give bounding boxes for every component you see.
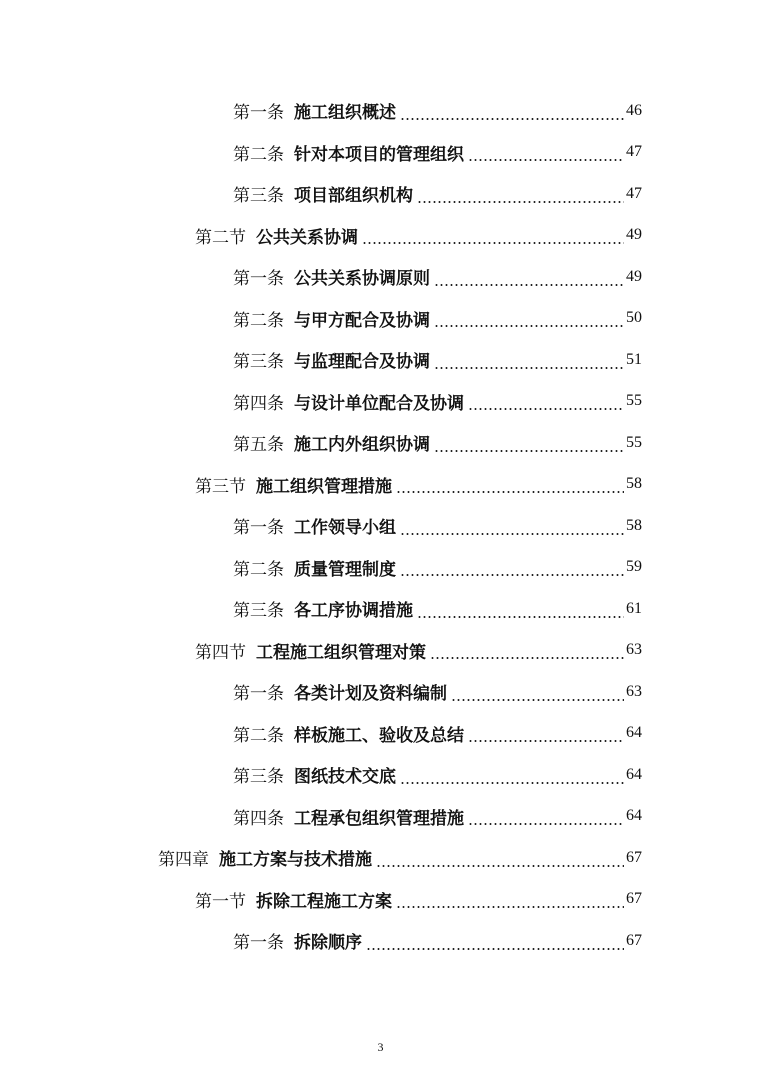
toc-entry[interactable] — [0, 464, 761, 506]
toc-entry-label — [195, 887, 392, 912]
toc-entry-page-number: 58 — [626, 475, 642, 493]
toc-dot-leader — [376, 865, 624, 867]
toc-entry-page-number: 67 — [626, 890, 642, 908]
toc-dot-leader — [366, 948, 624, 950]
toc-entry-number: 第一节 — [195, 891, 246, 912]
toc-entry-title: 针对本项目的管理组织 — [294, 144, 464, 165]
toc-entry-page-number: 50 — [626, 309, 642, 327]
toc-entry-label — [233, 762, 396, 787]
toc-dot-leader — [434, 367, 624, 369]
toc-entry-label — [233, 804, 464, 829]
toc-entry-number: 第一条 — [233, 103, 284, 124]
toc-entry-label — [158, 845, 372, 870]
toc-entry-number: 第二节 — [195, 227, 246, 248]
toc-entry-number: 第二条 — [233, 144, 284, 165]
toc-entry[interactable] — [0, 381, 761, 423]
toc-entry-number: 第三条 — [233, 767, 284, 788]
toc-dot-leader — [434, 284, 624, 286]
toc-entry[interactable] — [0, 215, 761, 257]
toc-entry[interactable] — [0, 837, 761, 879]
toc-dot-leader — [434, 325, 624, 327]
toc-entry-title: 项目部组织机构 — [294, 186, 413, 207]
toc-entry[interactable] — [0, 630, 761, 672]
toc-entry-title: 施工组织管理措施 — [256, 476, 392, 497]
toc-entry-page-number: 55 — [626, 433, 642, 451]
toc-entry[interactable] — [0, 547, 761, 589]
toc-entry-page-number: 55 — [626, 392, 642, 410]
toc-entry[interactable] — [0, 173, 761, 215]
toc-entry-label — [233, 306, 430, 331]
toc-entry-title: 施工组织概述 — [294, 103, 396, 124]
toc-entry[interactable] — [0, 713, 761, 755]
toc-entry-title: 与甲方配合及协调 — [294, 310, 430, 331]
toc-entry-page-number: 58 — [626, 516, 642, 534]
toc-entry[interactable] — [0, 298, 761, 340]
toc-entry-title: 拆除工程施工方案 — [256, 891, 392, 912]
toc-dot-leader — [362, 242, 624, 244]
toc-entry-label — [233, 928, 362, 953]
toc-dot-leader — [468, 408, 624, 410]
toc-entry-label — [233, 264, 430, 289]
toc-entry-title: 与设计单位配合及协调 — [294, 393, 464, 414]
toc-entry-title: 公共关系协调 — [256, 227, 358, 248]
toc-dot-leader — [451, 699, 624, 701]
toc-entry-page-number: 49 — [626, 267, 642, 285]
toc-entry-label — [233, 513, 396, 538]
toc-entry-number: 第三节 — [195, 476, 246, 497]
toc-entry-title: 质量管理制度 — [294, 559, 396, 580]
toc-entry-label — [195, 223, 358, 248]
toc-dot-leader — [468, 159, 624, 161]
toc-entry-number: 第三条 — [233, 352, 284, 373]
toc-entry[interactable] — [0, 920, 761, 962]
toc-entry-title: 工作领导小组 — [294, 518, 396, 539]
toc-entry-title: 各类计划及资料编制 — [294, 684, 447, 705]
toc-entry[interactable] — [0, 588, 761, 630]
toc-dot-leader — [400, 533, 624, 535]
toc-entry[interactable] — [0, 754, 761, 796]
toc-dot-leader — [400, 118, 624, 120]
toc-entry-page-number: 67 — [626, 848, 642, 866]
toc-entry-page-number: 67 — [626, 931, 642, 949]
toc-entry-number: 第一条 — [233, 269, 284, 290]
toc-entry-label — [233, 430, 430, 455]
toc-entry[interactable] — [0, 422, 761, 464]
toc-entry-number: 第四章 — [158, 850, 209, 871]
toc-entry-title: 图纸技术交底 — [294, 767, 396, 788]
toc-entry-page-number: 63 — [626, 682, 642, 700]
toc-entry-number: 第二条 — [233, 559, 284, 580]
toc-entry-page-number: 47 — [626, 184, 642, 202]
toc-entry-number: 第二条 — [233, 725, 284, 746]
toc-dot-leader — [468, 823, 624, 825]
toc-dot-leader — [430, 657, 624, 659]
toc-entry-label — [233, 98, 396, 123]
toc-entry-label — [233, 347, 430, 372]
toc-entry-title: 拆除顺序 — [294, 933, 362, 954]
toc-entry-number: 第一条 — [233, 518, 284, 539]
toc-entry-label — [233, 721, 464, 746]
toc-dot-leader — [417, 616, 624, 618]
toc-entry-page-number: 49 — [626, 226, 642, 244]
toc-entry[interactable] — [0, 505, 761, 547]
toc-entry-number: 第五条 — [233, 435, 284, 456]
toc-entry[interactable] — [0, 132, 761, 174]
page-footer-number: 3 — [377, 1040, 384, 1054]
toc-dot-leader — [400, 782, 624, 784]
toc-entry-label — [233, 181, 413, 206]
toc-entry-title: 各工序协调措施 — [294, 601, 413, 622]
toc-entry-title: 施工方案与技术措施 — [219, 850, 372, 871]
table-of-contents — [0, 90, 761, 962]
toc-entry-page-number: 46 — [626, 101, 642, 119]
toc-entry-label — [233, 679, 447, 704]
toc-dot-leader — [468, 740, 624, 742]
toc-entry-page-number: 64 — [626, 724, 642, 742]
toc-entry[interactable] — [0, 339, 761, 381]
toc-entry-label — [233, 555, 396, 580]
toc-entry-title: 工程承包组织管理措施 — [294, 808, 464, 829]
toc-entry-label — [233, 389, 464, 414]
toc-entry-page-number: 63 — [626, 641, 642, 659]
toc-entry-number: 第二条 — [233, 310, 284, 331]
toc-dot-leader — [417, 201, 624, 203]
toc-entry[interactable] — [0, 796, 761, 838]
toc-dot-leader — [396, 491, 624, 493]
toc-dot-leader — [400, 574, 624, 576]
toc-entry-page-number: 64 — [626, 765, 642, 783]
toc-entry-label — [195, 638, 426, 663]
toc-dot-leader — [396, 906, 624, 908]
toc-entry[interactable] — [0, 90, 761, 132]
toc-entry-label — [233, 596, 413, 621]
toc-entry-number: 第四条 — [233, 393, 284, 414]
toc-entry[interactable] — [0, 671, 761, 713]
toc-entry-page-number: 51 — [626, 350, 642, 368]
toc-entry-title: 施工内外组织协调 — [294, 435, 430, 456]
toc-entry-title: 工程施工组织管理对策 — [256, 642, 426, 663]
toc-entry-number: 第四节 — [195, 642, 246, 663]
toc-entry-number: 第四条 — [233, 808, 284, 829]
toc-entry-label — [195, 472, 392, 497]
toc-entry[interactable] — [0, 256, 761, 298]
toc-entry-number: 第一条 — [233, 684, 284, 705]
toc-entry-page-number: 47 — [626, 143, 642, 161]
toc-entry-title: 样板施工、验收及总结 — [294, 725, 464, 746]
toc-entry-number: 第三条 — [233, 186, 284, 207]
toc-entry-number: 第三条 — [233, 601, 284, 622]
toc-entry-title: 与监理配合及协调 — [294, 352, 430, 373]
toc-entry-title: 公共关系协调原则 — [294, 269, 430, 290]
toc-dot-leader — [434, 450, 624, 452]
toc-entry-label — [233, 140, 464, 165]
toc-entry-page-number: 64 — [626, 807, 642, 825]
toc-entry-number: 第一条 — [233, 933, 284, 954]
toc-entry[interactable] — [0, 879, 761, 921]
toc-entry-page-number: 61 — [626, 599, 642, 617]
toc-entry-page-number: 59 — [626, 558, 642, 576]
